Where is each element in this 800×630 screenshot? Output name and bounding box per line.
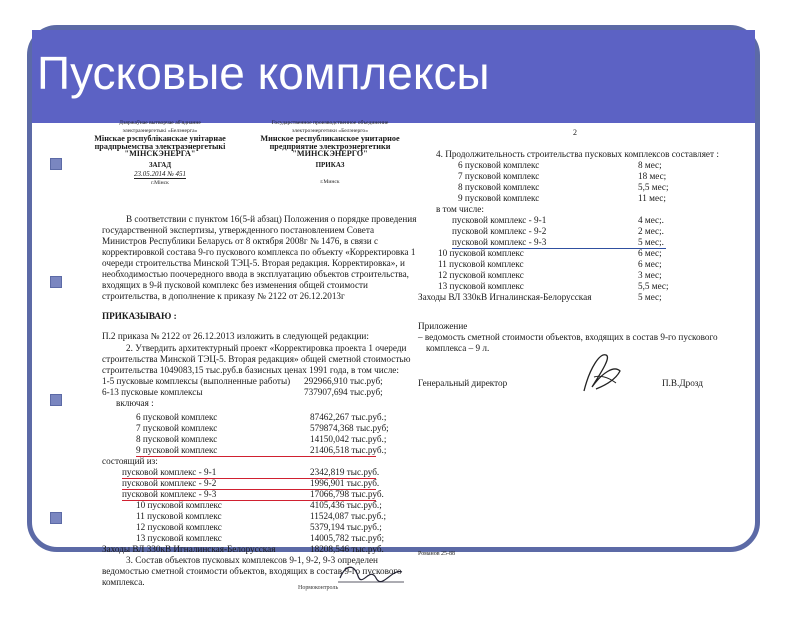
duration-row-label: в том числе: (436, 204, 484, 214)
preamble-line: необходимостью поочередного ввода в эксплуатацию объектов строительства, (102, 269, 409, 279)
cost-row-value: 579874,368 тыс.руб; (310, 423, 389, 433)
duration-row-label: пусковой комплекс - 9-2 (452, 226, 547, 236)
header-by-line: "МІНСКЭНЕРГА" (124, 149, 196, 158)
duration-row-label: 10 пусковой комплекс (438, 248, 524, 258)
cost-row-label: Заходы ВЛ 330кВ Игналинская-Белорусская (102, 544, 276, 554)
preamble-line: В соответствии с пунктом 16(5-й абзац) Положения о порядке проведения (126, 214, 417, 224)
cost-row-value: 14150,042 тыс.руб.; (310, 434, 387, 444)
duration-row-value: 3 мес; (638, 270, 662, 280)
order-date-number: 23.05.2014 № 451 (133, 170, 187, 178)
director-title: Генеральный директор (418, 378, 508, 388)
cost-row-label: 10 пусковой комплекс (136, 500, 222, 510)
p2-line: 2. Утвердить архитектурный проект «Корректировка проекта 1 очереди (126, 343, 407, 353)
preamble-line: Министров Республики Беларусь от 8 октября 2008г № 1476, в связи с (102, 236, 379, 246)
preamble-line: очереди строительства Минской ТЭЦ-5. Вторая редакция. Корректировка», и (102, 258, 405, 268)
preamble-line: строительства, в дополнение к приказу № 2122 от 26.12.2013г (102, 291, 345, 301)
cost-row-label: 7 пусковой комплекс (136, 423, 218, 433)
duration-row-value: 6 мес; (638, 259, 662, 269)
duration-row-label: 13 пусковой комплекс (438, 281, 524, 291)
duration-row-label: 9 пусковой комплекс (458, 193, 540, 203)
bullet-marker (50, 276, 62, 288)
cost-row-value: 2342,819 тыс.руб. (310, 467, 380, 477)
duration-row-label: пусковой комплекс - 9-1 (452, 215, 547, 225)
director-signature-icon (576, 347, 628, 399)
duration-row-value: 5 мес;. (638, 237, 664, 247)
order-page-1 (78, 118, 417, 591)
duration-row-label: пусковой комплекс - 9-3 (452, 237, 547, 247)
director-name: П.В.Дрозд (662, 378, 703, 388)
duration-title: 4. Продолжительность строительства пусковых комплексов составляет : (436, 149, 719, 159)
header-ru-line: "МИНСКЭНЕРГО" (292, 149, 368, 158)
duration-row-value: 6 мес; (638, 248, 662, 258)
cost-row-value: 18208,546 тыс.руб. (310, 544, 384, 554)
order-word: ПРИКАЗЫВАЮ : (102, 311, 177, 321)
cost-row-label: пусковой комплекс - 9-2 (122, 478, 217, 488)
cost-row-value: 87462,267 тыс.руб.; (310, 412, 387, 422)
duration-row-label: Заходы ВЛ 330кВ Игналинская-Белорусская (418, 292, 592, 302)
slide-title: Пусковые комплексы (37, 47, 490, 99)
header-by-line: Мінскае рэспубліканскае унітарнае (94, 134, 226, 143)
cost-row-value: 1996,901 тыс.руб. (310, 478, 380, 488)
header-ru-line: электроэнергетики «Белэнерго» (291, 127, 369, 134)
norm-control-stamp: Нормоконтроль (298, 585, 339, 591)
header-ru-line: г.Минск (320, 179, 340, 185)
appendix-line: – ведомость сметной стоимости объектов, входящих в состав 9-го пускового (418, 332, 718, 342)
cost-row-label: 12 пусковой комплекс (136, 522, 222, 532)
p2-line: строительства 1049083,15 тыс.руб.в базисных ценах 1991 года, в том числе: (102, 365, 399, 375)
cost-row-label: 1-5 пусковые комплексы (выполненные работы) (102, 376, 291, 386)
header-by-line: прадпрыемства электраэнергетыкі (94, 141, 226, 151)
duration-row-label: 11 пусковой комплекс (438, 259, 524, 269)
cost-row-label: включая : (116, 398, 154, 408)
duration-row-value: 2 мес;. (638, 226, 664, 236)
cost-row-label: состоящий из: (102, 456, 158, 466)
duration-row-value: 5 мес; (638, 292, 662, 302)
bullet-marker (50, 512, 62, 524)
header-by-line: г.Мінск (151, 179, 169, 186)
duration-row-value: 4 мес;. (638, 215, 664, 225)
duration-row-value: 5,5 мес; (638, 281, 669, 291)
p2-line: строительства Минской ТЭЦ-5. Вторая редакция» общей сметной стоимостью (102, 354, 411, 364)
cost-row-label: 11 пусковой комплекс (136, 511, 222, 521)
handwritten-initials-icon (336, 560, 406, 586)
bullet-marker (50, 394, 62, 406)
preamble-line: корректировкой состава 9-го пускового комплекса по объекту «Корректировка 1 (102, 247, 416, 257)
preamble-line: государственной экспертизы, утвержденного постановлением Совета (102, 225, 375, 235)
duration-row-value: 5,5 мес; (638, 182, 669, 192)
cost-row-value: 5379,194 тыс.руб.; (310, 522, 382, 532)
cost-row-label: 8 пусковой комплекс (136, 434, 218, 444)
cost-row-label: 9 пусковой комплекс (136, 445, 218, 455)
cost-row-label: 6-13 пусковые комплексы (102, 387, 203, 397)
cost-row-value: 17066,798 тыс.руб. (310, 489, 384, 499)
duration-row-label: 8 пусковой комплекс (458, 182, 540, 192)
header-by-line: электраэнергетыкі «Белэнерга» (122, 127, 198, 134)
executor-footer: Романов 25-88 (418, 551, 456, 557)
cost-row-label: 6 пусковой комплекс (136, 412, 218, 422)
duration-row-label: 12 пусковой комплекс (438, 270, 524, 280)
order-page-2 (416, 121, 760, 562)
p3-line: 3. Состав объектов пусковых комплексов 9-1, 9-2, 9-3 определен (126, 555, 378, 565)
appendix-title: Приложение (418, 321, 468, 331)
cost-row-value: 4105,436 тыс.руб.; (310, 500, 382, 510)
cost-row-value: 292966,910 тыс.руб; (304, 376, 383, 386)
cost-row-value: 14005,782 тыс.руб; (310, 533, 385, 543)
duration-row-value: 11 мес; (638, 193, 666, 203)
p3-line: комплекса. (102, 577, 145, 587)
header-ru-line: Государственное производственное объединение (271, 120, 389, 126)
cost-row-label: 13 пусковой комплекс (136, 533, 222, 543)
header-by (80, 120, 240, 187)
header-ru-line: предприятие электроэнергетики (269, 141, 391, 151)
title-bar (32, 30, 755, 123)
header-by-line: ЗАГАД (148, 160, 172, 169)
preamble-line: входящих в 9-й пусковой комплекс без изменения общей стоимости (102, 280, 368, 290)
cost-row-label: пусковой комплекс - 9-1 (122, 467, 217, 477)
duration-row-label: 6 пусковой комплекс (458, 160, 540, 170)
slide-frame (27, 25, 760, 591)
appendix-line: комплекса – 9 л. (426, 343, 490, 353)
cost-row-value: 11524,087 тыс.руб.; (310, 511, 387, 521)
header-ru-line: ПРИКАЗ (315, 160, 345, 169)
cost-row-label: пусковой комплекс - 9-3 (122, 489, 217, 499)
cost-row-value: 21406,518 тыс.руб.; (310, 445, 387, 455)
page-number: 2 (573, 128, 577, 137)
bullet-list (50, 158, 62, 630)
duration-row-label: 7 пусковой комплекс (458, 171, 540, 181)
duration-row-value: 18 мес; (638, 171, 667, 181)
header-by-line: Дзяржаўнае вытворчае аб'яднанне (119, 120, 201, 126)
p3-line: ведомостью сметной стоимости объектов, входящих в состав 9-го пускового (102, 566, 402, 576)
bullet-marker (50, 158, 62, 170)
header-ru-line: Минское республиканское унитарное (260, 134, 400, 143)
cost-row-value: 737907,694 тыс.руб; (304, 387, 383, 397)
p2-intro: П.2 приказа № 2122 от 26.12.2013 изложить в следующей редакции: (102, 331, 369, 341)
header-ru (250, 120, 410, 187)
duration-row-value: 8 мес; (638, 160, 662, 170)
